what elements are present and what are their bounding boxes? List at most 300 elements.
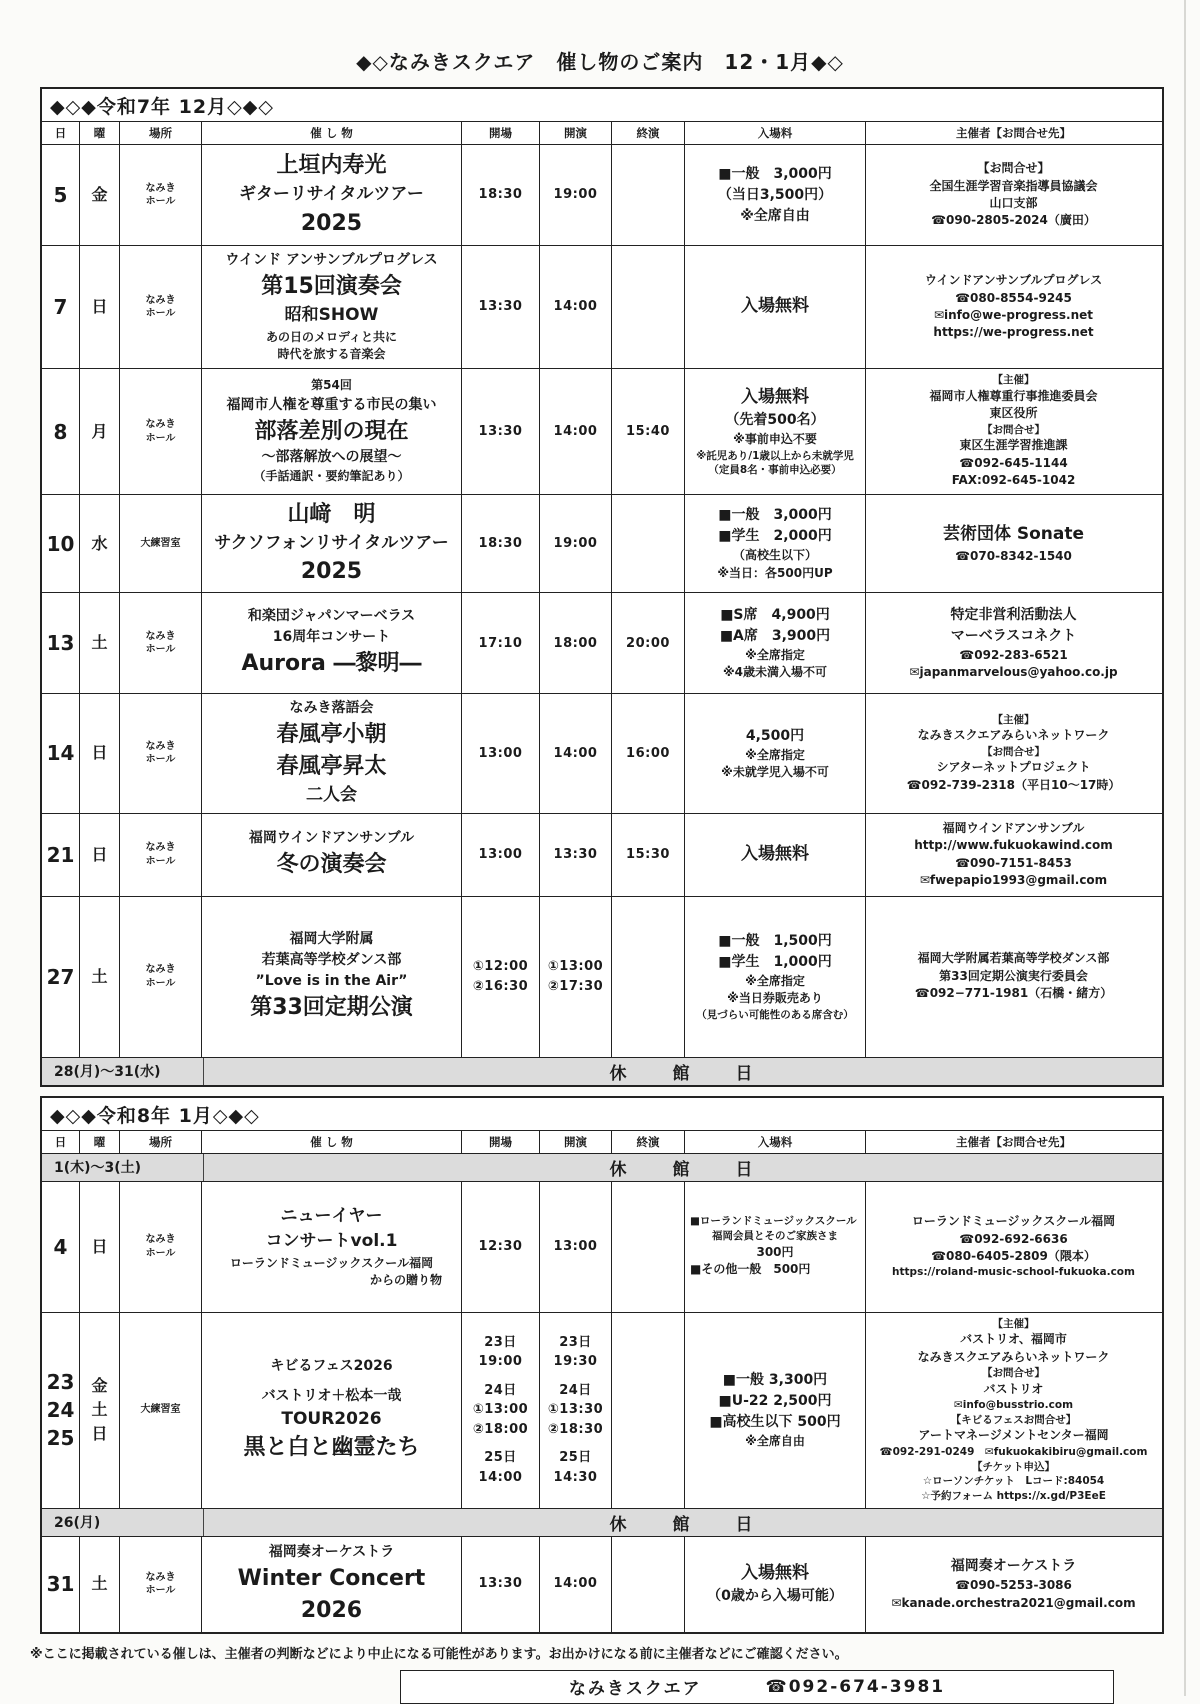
day-number: 5 bbox=[53, 183, 68, 207]
fee-line: 入場無料 bbox=[741, 843, 809, 864]
event-line: コンサートvol.1 bbox=[265, 1231, 398, 1252]
organizer-line: 【お問合せ】 bbox=[977, 161, 1050, 176]
day-number: 24 bbox=[46, 1398, 75, 1423]
organizer-line: 【チケット申込】 bbox=[971, 1460, 1056, 1473]
open-time-cell bbox=[462, 1537, 540, 1632]
weekday: 日 bbox=[91, 743, 108, 763]
closed-row bbox=[42, 1509, 1162, 1537]
fee-line: 入場無料 bbox=[741, 386, 809, 407]
open-time: 19:00 bbox=[478, 1354, 523, 1370]
organizer-line: バストリオ bbox=[983, 1381, 1044, 1396]
fee-line: ※未就学児入場不可 bbox=[721, 764, 829, 779]
place-line: ホール bbox=[145, 644, 176, 656]
organizer-line: なみきスクエアみらいネットワーク bbox=[917, 728, 1110, 743]
organizer-line: マーベラスコネクト bbox=[950, 627, 1077, 644]
organizer-line: 福岡大学附属若葉高等学校ダンス部 bbox=[917, 951, 1110, 966]
organizer-line: 【お問合せ】 bbox=[982, 423, 1045, 436]
organizer-line: 【主催】 bbox=[992, 713, 1035, 726]
event-row bbox=[42, 1182, 1162, 1313]
column-header: 曜 bbox=[80, 1131, 120, 1153]
open-time-cell bbox=[462, 694, 540, 812]
open-time bbox=[464, 1439, 537, 1448]
organizer-line: http://www.fukuokawind.com bbox=[914, 838, 1113, 853]
fee-line: ■一般 3,000円 bbox=[718, 507, 832, 524]
place-cell bbox=[120, 814, 202, 896]
column-header: 催 し 物 bbox=[202, 122, 462, 144]
column-header: 開場 bbox=[462, 1131, 540, 1153]
place-cell bbox=[120, 495, 202, 592]
event-row bbox=[42, 897, 1162, 1058]
start-time bbox=[542, 1372, 609, 1381]
start-time: ①13:30 bbox=[547, 1402, 604, 1418]
start-time: 14:30 bbox=[553, 1469, 598, 1485]
event-line: ギターリサイタルツアー bbox=[239, 184, 424, 205]
event-line: なみき落語会 bbox=[289, 700, 374, 717]
event-line: 2025 bbox=[300, 210, 363, 236]
fee-cell bbox=[685, 814, 866, 896]
event-line: 第15回演奏会 bbox=[261, 274, 402, 300]
column-header: 曜 bbox=[80, 122, 120, 144]
event-line: キビるフェス2026 bbox=[270, 1357, 393, 1374]
column-header: 主催者【お問合せ先】 bbox=[956, 126, 1071, 140]
place-line: ホール bbox=[145, 1585, 176, 1597]
organizer-line: ☎070-8342-1540 bbox=[955, 548, 1072, 563]
weekday: 水 bbox=[91, 533, 108, 553]
weekday: 月 bbox=[91, 421, 108, 441]
day-number: 7 bbox=[53, 295, 68, 319]
event-line: 16周年コンサート bbox=[272, 629, 391, 646]
footer-note: ※ここに掲載されている催しは、主催者の判断などにより中止になる可能性があります。お出かけになる前に主催者などにご確認ください。 bbox=[30, 1646, 848, 1662]
open-time-cell bbox=[462, 145, 540, 245]
day-cell bbox=[42, 814, 80, 896]
end-time-cell bbox=[612, 593, 685, 693]
fee-line: 入場無料 bbox=[741, 296, 809, 317]
start-time: 13:00 bbox=[553, 1238, 598, 1254]
organizer-cell bbox=[866, 1313, 1161, 1508]
event-line: ニューイヤー bbox=[280, 1205, 383, 1226]
fee-line: ※全席指定 bbox=[745, 973, 805, 988]
start-time: ①13:00 bbox=[547, 959, 604, 975]
closed-row bbox=[42, 1058, 1162, 1085]
weekday: 土 bbox=[91, 1574, 108, 1594]
start-time: 14:00 bbox=[553, 423, 598, 439]
event-cell bbox=[202, 897, 462, 1057]
organizer-cell bbox=[866, 1537, 1161, 1632]
page-title: ◆◇なみきスクエア 催し物のご案内 12・1月◆◇ bbox=[356, 50, 844, 74]
fee-line: ※全席指定 bbox=[745, 647, 805, 662]
start-time: 19:00 bbox=[553, 535, 598, 551]
event-line: 若葉高等学校ダンス部 bbox=[261, 952, 402, 969]
closed-label: 休 館 日 bbox=[609, 1514, 757, 1535]
start-time: 25日 bbox=[559, 1450, 592, 1466]
organizer-line: FAX:092-645-1042 bbox=[951, 473, 1076, 488]
day-cell bbox=[42, 897, 80, 1057]
day-cell bbox=[42, 246, 80, 368]
day-number: 27 bbox=[46, 964, 75, 989]
fee-line: ■U-22 2,500円 bbox=[718, 1392, 832, 1409]
organizer-line: ✉info@busstrio.com bbox=[953, 1399, 1074, 1412]
organizer-line: ☎080-6405-2809（隈本） bbox=[931, 1248, 1096, 1263]
place-line: なみき bbox=[145, 630, 176, 642]
day-cell bbox=[42, 1537, 80, 1632]
start-time: 19:30 bbox=[553, 1354, 598, 1370]
place-cell bbox=[120, 897, 202, 1057]
start-time-cell bbox=[540, 814, 612, 896]
weekday-cell bbox=[80, 1537, 120, 1632]
open-time-cell bbox=[462, 814, 540, 896]
open-time-cell bbox=[462, 246, 540, 368]
closed-dates: 1(木)～3(土) bbox=[42, 1154, 204, 1181]
organizer-line: ☎092-283-6521 bbox=[959, 647, 1068, 662]
organizer-line: 【キビるフェスお問合せ】 bbox=[950, 1413, 1077, 1426]
fee-cell bbox=[685, 1182, 866, 1312]
open-time: ①12:00 bbox=[472, 959, 529, 975]
event-line: ”Love is in the Air” bbox=[255, 973, 408, 990]
column-header: 場所 bbox=[120, 1131, 202, 1153]
start-time: 24日 bbox=[559, 1382, 592, 1398]
event-cell bbox=[202, 495, 462, 592]
weekday: 土 bbox=[91, 633, 108, 653]
end-time-cell bbox=[612, 694, 685, 812]
organizer-cell bbox=[866, 1182, 1161, 1312]
fee-line: ■一般 3,000円 bbox=[718, 165, 832, 182]
footer-venue-name: なみきスクエア bbox=[568, 1679, 702, 1700]
open-time: 23日 bbox=[484, 1334, 517, 1350]
fee-line: （0歳から入場可能） bbox=[707, 1588, 843, 1605]
start-time-cell bbox=[540, 1313, 612, 1508]
scan-edge-shadow bbox=[1184, 0, 1186, 1696]
event-row bbox=[42, 814, 1162, 897]
place-line: なみき bbox=[145, 182, 176, 194]
start-time bbox=[542, 1439, 609, 1448]
column-header: 日 bbox=[42, 122, 80, 144]
column-header: 場所 bbox=[120, 122, 202, 144]
fee-line: ■高校生以下 500円 bbox=[709, 1413, 841, 1430]
day-number: 10 bbox=[46, 531, 75, 556]
organizer-cell bbox=[866, 369, 1161, 494]
open-time: 12:30 bbox=[478, 1238, 523, 1254]
column-header: 入場料 bbox=[685, 122, 866, 144]
organizer-line: ☎092−771-1981（石橋・緒方） bbox=[914, 986, 1113, 1001]
organizer-line: ☎090-7151-8453 bbox=[955, 855, 1072, 870]
day-cell bbox=[42, 593, 80, 693]
fee-line: ■S席 4,900円 bbox=[720, 606, 830, 623]
organizer-line: 【お問合せ】 bbox=[982, 1367, 1045, 1380]
open-time: 13:00 bbox=[478, 846, 523, 862]
open-time: 13:30 bbox=[478, 423, 523, 439]
event-cell bbox=[202, 369, 462, 494]
organizer-line: ☎092-645-1144 bbox=[959, 455, 1068, 470]
organizer-cell bbox=[866, 593, 1161, 693]
end-time-cell bbox=[612, 1537, 685, 1632]
place-cell bbox=[120, 1182, 202, 1312]
organizer-line: 東区役所 bbox=[989, 406, 1038, 421]
event-line: 第33回定期公演 bbox=[250, 995, 413, 1021]
start-time-cell bbox=[540, 495, 612, 592]
organizer-line: ☆ローソンチケット Lコード:84054 bbox=[922, 1475, 1105, 1488]
organizer-line: ウインドアンサンブルプログレス bbox=[924, 273, 1103, 288]
event-cell bbox=[202, 1313, 462, 1508]
event-line: 上垣内寿光 bbox=[276, 153, 387, 179]
end-time-cell bbox=[612, 246, 685, 368]
event-line: 和楽団ジャパンマーベラス bbox=[247, 608, 416, 625]
organizer-line: ☎092-739-2318（平日10～17時） bbox=[906, 777, 1121, 792]
column-header: 開演 bbox=[540, 122, 612, 144]
day-number: 25 bbox=[46, 1426, 75, 1451]
organizer-line: ☎080-8554-9245 bbox=[955, 290, 1072, 305]
day-cell bbox=[42, 369, 80, 494]
open-time: ②16:30 bbox=[472, 978, 529, 994]
fee-line: ■一般 1,500円 bbox=[718, 932, 832, 949]
place-cell bbox=[120, 1313, 202, 1508]
weekday-cell bbox=[80, 1313, 120, 1508]
place-line: なみき bbox=[145, 740, 176, 752]
event-row bbox=[42, 694, 1162, 813]
section-heading: ◆◇◆令和7年 12月◇◆◇ bbox=[42, 89, 1162, 122]
column-header: 終演 bbox=[612, 122, 685, 144]
fee-line: ■一般 3,300円 bbox=[722, 1371, 828, 1388]
event-line: 部落差別の現在 bbox=[254, 418, 409, 444]
column-header: 主催者【お問合せ先】 bbox=[956, 1134, 1071, 1149]
day-number: 4 bbox=[53, 1234, 68, 1259]
weekday: 日 bbox=[91, 1424, 108, 1444]
fee-cell bbox=[685, 694, 866, 812]
open-time: 13:30 bbox=[478, 299, 523, 315]
place-cell bbox=[120, 593, 202, 693]
event-line: 黒と白と幽霊たち bbox=[243, 1435, 420, 1461]
fee-line: ※全席自由 bbox=[740, 207, 810, 224]
organizer-line: ✉fwepapio1993@gmail.com bbox=[919, 872, 1108, 887]
start-time-cell bbox=[540, 897, 612, 1057]
place-line: ホール bbox=[145, 754, 176, 766]
event-line: ～部落解放への展望～ bbox=[261, 449, 402, 466]
start-time: 19:00 bbox=[553, 187, 598, 203]
start-time-cell bbox=[540, 369, 612, 494]
event-line: 福岡大学附属 bbox=[289, 931, 374, 948]
fee-line: 入場無料 bbox=[741, 1562, 809, 1583]
organizer-cell bbox=[866, 145, 1161, 245]
event-row bbox=[42, 1537, 1162, 1632]
event-line: 福岡ウインドアンサンブル bbox=[248, 830, 415, 847]
place-cell bbox=[120, 1537, 202, 1632]
day-cell bbox=[42, 694, 80, 812]
end-time-cell bbox=[612, 495, 685, 592]
organizer-line: ✉kanade.orchestra2021@gmail.com bbox=[891, 1595, 1136, 1610]
fee-line: ■A席 3,900円 bbox=[719, 627, 831, 644]
event-row bbox=[42, 369, 1162, 495]
event-row bbox=[42, 593, 1162, 694]
organizer-cell bbox=[866, 897, 1161, 1057]
organizer-line: ✉info@we-progress.net bbox=[933, 308, 1094, 322]
day-number: 13 bbox=[46, 631, 75, 656]
day-number: 23 bbox=[46, 1370, 75, 1395]
organizer-line: バストリオ、福岡市 bbox=[960, 1332, 1067, 1347]
weekday: 日 bbox=[91, 297, 108, 316]
schedule-section bbox=[40, 1096, 1164, 1634]
open-time: 25日 bbox=[484, 1450, 517, 1466]
event-line: 第54回 bbox=[311, 378, 352, 393]
place-line: なみき bbox=[145, 1234, 176, 1246]
closed-row bbox=[42, 1154, 1162, 1182]
organizer-line: 第33回定期公演実行委員会 bbox=[939, 968, 1088, 983]
event-line: バストリオ＋松本一哉 bbox=[261, 1387, 402, 1404]
open-time: 14:00 bbox=[478, 1469, 523, 1485]
event-cell bbox=[202, 1182, 462, 1312]
column-header-row bbox=[42, 1131, 1162, 1154]
organizer-line: 【主催】 bbox=[992, 1317, 1035, 1330]
open-time: 24日 bbox=[484, 1382, 517, 1398]
organizer-line: 山口支部 bbox=[989, 196, 1038, 210]
column-header: 入場料 bbox=[685, 1131, 866, 1153]
open-time: 13:30 bbox=[478, 1576, 523, 1592]
fee-line: ※当日：各500円UP bbox=[717, 565, 833, 580]
fee-line: ※託児あり/1歳以上から未就学児 bbox=[696, 449, 854, 462]
schedule-sections bbox=[40, 87, 1164, 1634]
event-line: 昭和SHOW bbox=[284, 305, 379, 326]
weekday: 日 bbox=[91, 1236, 108, 1256]
weekday: 土 bbox=[91, 1400, 108, 1420]
organizer-line: 芸術団体 Sonate bbox=[942, 524, 1085, 545]
open-time: 18:30 bbox=[478, 187, 523, 203]
end-time-cell bbox=[612, 897, 685, 1057]
open-time: 18:30 bbox=[478, 535, 523, 551]
organizer-line: シアターネットプロジェクト bbox=[936, 760, 1091, 775]
event-row bbox=[42, 495, 1162, 593]
column-header: 催 し 物 bbox=[202, 1131, 462, 1153]
day-number: 21 bbox=[46, 842, 75, 867]
end-time: 15:40 bbox=[626, 423, 670, 439]
organizer-line: 【主催】 bbox=[992, 374, 1035, 387]
open-time-cell bbox=[462, 897, 540, 1057]
organizer-line: 福岡ウインドアンサンブル bbox=[942, 820, 1085, 835]
event-row bbox=[42, 145, 1162, 246]
event-cell bbox=[202, 593, 462, 693]
event-cell bbox=[202, 145, 462, 245]
fee-line: ※全席指定 bbox=[745, 747, 805, 762]
event-line: 春風亭昇太 bbox=[276, 754, 387, 780]
event-cell bbox=[202, 1537, 462, 1632]
start-time-cell bbox=[540, 1182, 612, 1312]
weekday-cell bbox=[80, 593, 120, 693]
event-line: 冬の演奏会 bbox=[276, 852, 387, 878]
weekday-cell bbox=[80, 814, 120, 896]
event-line: 2026 bbox=[300, 1597, 363, 1623]
start-time: 13:30 bbox=[553, 846, 598, 862]
event-line: Aurora ―黎明― bbox=[241, 651, 422, 677]
day-cell bbox=[42, 1182, 80, 1312]
place-cell bbox=[120, 694, 202, 812]
organizer-line: https://we-progress.net bbox=[933, 325, 1094, 340]
day-cell bbox=[42, 145, 80, 245]
place-line: ホール bbox=[145, 1247, 176, 1259]
start-time: 14:00 bbox=[553, 299, 598, 315]
end-time-cell bbox=[612, 814, 685, 896]
place-line: なみき bbox=[145, 842, 176, 854]
weekday: 土 bbox=[91, 966, 108, 986]
section-heading: ◆◇◆令和8年 1月◇◆◇ bbox=[42, 1098, 1162, 1131]
event-line: TOUR2026 bbox=[281, 1408, 382, 1429]
event-line: 2025 bbox=[300, 559, 363, 585]
weekday-cell bbox=[80, 897, 120, 1057]
place-line: なみき bbox=[145, 1571, 176, 1583]
place-line: ホール bbox=[145, 308, 176, 319]
event-line: からの贈り物 bbox=[369, 1273, 442, 1288]
start-time-cell bbox=[540, 694, 612, 812]
place-line: ホール bbox=[145, 977, 176, 989]
schedule-section bbox=[40, 87, 1164, 1087]
organizer-line: ☎090-5253-3086 bbox=[955, 1578, 1072, 1593]
weekday-cell bbox=[80, 1182, 120, 1312]
end-time-cell bbox=[612, 369, 685, 494]
organizer-line: ✉japanmarvelous@yahoo.co.jp bbox=[909, 665, 1118, 680]
organizer-line: ローランドミュージックスクール福岡 bbox=[911, 1214, 1116, 1229]
event-line: 時代を旅する音楽会 bbox=[277, 347, 386, 362]
event-line: （手話通訳・要約筆記あり） bbox=[253, 469, 410, 484]
weekday: 日 bbox=[91, 844, 108, 864]
organizer-line: 東区生涯学習推進課 bbox=[959, 438, 1068, 453]
weekday-cell bbox=[80, 246, 120, 368]
fee-line: （当日3,500円） bbox=[717, 186, 833, 203]
event-row bbox=[42, 1313, 1162, 1509]
fee-cell bbox=[685, 246, 866, 368]
fee-line: ■学生 1,000円 bbox=[718, 953, 832, 970]
open-time: ①13:00 bbox=[472, 1402, 529, 1418]
column-header: 開演 bbox=[540, 1131, 612, 1153]
start-time: 14:00 bbox=[553, 745, 598, 761]
place-cell bbox=[120, 369, 202, 494]
fee-cell bbox=[685, 145, 866, 245]
day-cell bbox=[42, 1313, 80, 1508]
place-line: 大練習室 bbox=[140, 537, 181, 549]
place-line: ホール bbox=[145, 432, 176, 444]
organizer-line: なみきスクエアみらいネットワーク bbox=[917, 1349, 1110, 1364]
event-row bbox=[42, 246, 1162, 369]
start-time-cell bbox=[540, 246, 612, 368]
open-time-cell bbox=[462, 1313, 540, 1508]
end-time-cell bbox=[612, 1313, 685, 1508]
organizer-line: ☎092-692-6636 bbox=[959, 1231, 1068, 1246]
fee-cell bbox=[685, 1537, 866, 1632]
fee-line: （先着500名） bbox=[725, 412, 825, 429]
event-cell bbox=[202, 246, 462, 368]
footer-contact-box bbox=[400, 1670, 1114, 1704]
organizer-cell bbox=[866, 495, 1161, 592]
place-line: なみき bbox=[145, 964, 176, 976]
organizer-line: 全国生涯学習音楽指導員協議会 bbox=[929, 178, 1098, 193]
closed-label: 休 館 日 bbox=[609, 1159, 757, 1180]
column-header-row bbox=[42, 122, 1162, 145]
fee-line: 福岡会員とそのご家族さま bbox=[712, 1230, 838, 1243]
fee-line: 300円 bbox=[756, 1244, 794, 1259]
organizer-cell bbox=[866, 694, 1161, 812]
open-time: 13:00 bbox=[478, 745, 523, 761]
event-line: Winter Concert bbox=[237, 1565, 426, 1591]
column-header: 終演 bbox=[612, 1131, 685, 1153]
event-line: 二人会 bbox=[306, 785, 357, 806]
place-cell bbox=[120, 246, 202, 368]
day-number: 8 bbox=[53, 419, 68, 444]
closed-dates: 26(月) bbox=[42, 1509, 204, 1536]
place-line: なみき bbox=[145, 294, 176, 306]
place-line: ホール bbox=[145, 196, 176, 207]
column-header: 日 bbox=[42, 1131, 80, 1153]
organizer-line: ☎092-291-0249 ✉fukuokakibiru@gmail.com bbox=[879, 1445, 1148, 1458]
fee-line: ※当日券販売あり bbox=[727, 991, 823, 1006]
fee-line: ■ローランドミュージックスクール bbox=[690, 1215, 857, 1228]
event-line bbox=[204, 1377, 459, 1386]
organizer-line: 福岡奏オーケストラ bbox=[950, 1558, 1077, 1575]
open-time: 17:10 bbox=[478, 635, 523, 651]
